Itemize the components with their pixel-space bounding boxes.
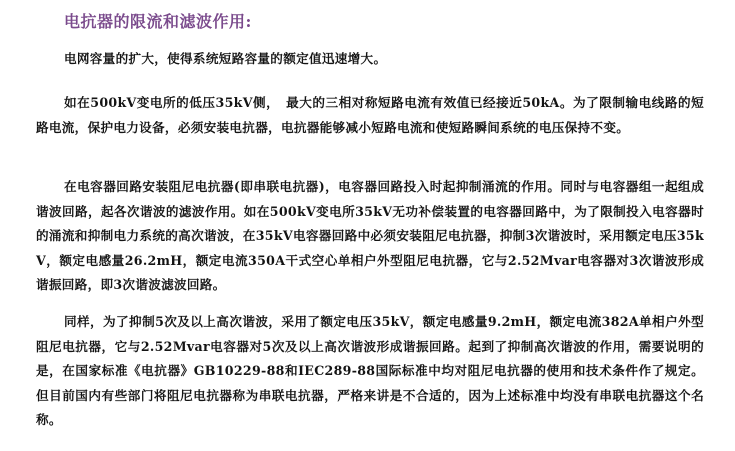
paragraph-grid-capacity: 电网容量的扩大，使得系统短路容量的额定值迅速增大。 [64,51,387,66]
paragraph-harmonic-filtering: 同样，为了抑制5次及以上高次谐波，采用了额定电压35kV，额定电感量9.2mH，额定电流382A单相户外型阻尼电抗器，它与2.52Mvar电容器对5次及以上高次谐波形成谐振回路。起到了抑制高次谐波的作用，需要说明的是，在国家标准《电抗器》GB10229-88和IEC289-88国际标准中均对阻尼电抗器的使用和技术条件作了规定。但目前国内有些部门将阻尼电抗器称为串联电抗器，严格来讲是不合适的，因为上述标准中均没有串联电抗器这个名称。 [36,314,704,427]
paragraph-current-limiting: 如在500kV变电所的低压35kV侧， 最大的三相对称短路电流有效值已经接近50kA。为了限制输电线路的短路电流，保护电力设备，必须安装电抗器，电抗器能够减小短路电流和使短路瞬间系统的电压保持不变。 [36,95,704,135]
paragraph-damping-reactor: 在电容器回路安装阻尼电抗器(即串联电抗器)，电容器回路投入时起抑制涌流的作用。同时与电容器组一起组成谐波回路，起各次谐波的滤波作用。如在500kV变电所35kV无功补偿装置的电容器回路中，为了限制投入电容器时的涌流和抑制电力系统的高次谐波，在35kV电容器回路中必须安装阻尼电抗器，抑制3次谐波时，采用额定电压35kV，额定电感量26.2mH，额定电流350A干式空心单相户外型阻尼电抗器，它与2.52Mvar电容器对3次谐波形成谐振回路，即3次谐波滤波回路。 [36,179,704,292]
document-title: 电抗器的限流和滤波作用: [64,12,252,31]
